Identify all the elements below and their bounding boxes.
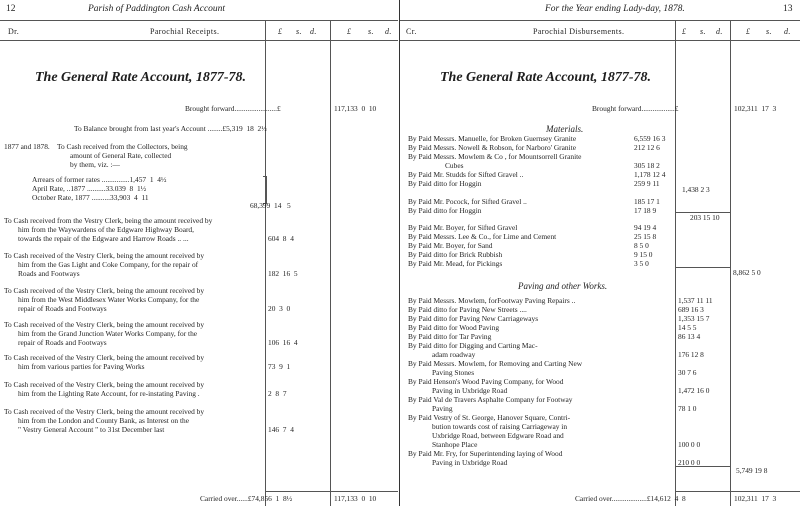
receipt-pounds: 604	[268, 234, 280, 243]
material-amount: 94 19 4	[634, 223, 657, 232]
paving-line: bution towards cost of raising Carriageway in	[432, 422, 568, 431]
material-amount: 305 18 2	[634, 161, 660, 170]
materials-total: 8,862 5 0	[733, 268, 761, 277]
paving-amount: 176 12 8	[678, 350, 704, 359]
receipt-amount	[268, 304, 290, 313]
receipt-pence: 1	[286, 362, 291, 371]
paving-amount: 14 5 5	[678, 323, 697, 332]
currency-head: £	[682, 27, 687, 36]
paving-amount: 1,472 16 0	[678, 386, 710, 395]
header-rule-bottom	[400, 40, 800, 41]
material-line: By Paid ditto for Hoggin	[408, 179, 482, 188]
collectors-brace	[263, 176, 267, 204]
receipt-pence: 4	[290, 234, 294, 243]
paving-line: By Paid Vestry of St. George, Hanover Square, Contri-	[408, 413, 571, 422]
currency-head: £	[746, 27, 751, 36]
paving-line: By Paid ditto for Tar Paving	[408, 332, 492, 341]
receipt-line: Roads and Footways	[18, 269, 80, 278]
page-number-left: 12	[6, 4, 16, 14]
material-amount: 3 5 0	[634, 259, 649, 268]
receipt-line: To Cash received of the Vestry Clerk, being the amount received by	[4, 251, 205, 260]
material-line: By Paid Messrs. Manuelle, for Broken Guernsey Granite	[408, 134, 577, 143]
carried-over-total: 117,133 0 10	[334, 494, 377, 503]
paving-amount: 30 7 6	[678, 368, 697, 377]
paving-line: By Paid Val de Travers Asphalte Company for Footway	[408, 395, 573, 404]
currency-head: d.	[310, 27, 317, 36]
material-amount: 1,178 12 4	[634, 170, 666, 179]
currency-head: s.	[296, 27, 302, 36]
paving-line: adam roadway	[432, 350, 476, 359]
collectors-line: amount of General Rate, collected	[70, 151, 172, 160]
currency-head: d.	[716, 27, 723, 36]
receipt-pence: 5	[293, 269, 298, 278]
material-amount: 259 9 11	[634, 179, 660, 188]
receipt-line: To Cash received from the Vestry Clerk, being the amount received by	[4, 216, 213, 225]
column-rule	[730, 20, 731, 506]
balance-label: To Balance brought from last year's Account ........£5,319 18 2½	[74, 124, 267, 133]
account-title-left: The General Rate Account, 1877-78.	[35, 70, 247, 85]
currency-head: £	[347, 27, 352, 36]
receipt-pounds: 106	[268, 338, 280, 347]
account-title-right: The General Rate Account, 1877-78.	[440, 70, 652, 85]
paving-line: By Paid Messrs. Mowlem, forFootway Paving Repairs ..	[408, 296, 576, 305]
carried-rule-right	[675, 491, 800, 492]
material-line: By Paid Messrs. Mowlem & Co , for Mountsorrell Granite	[408, 152, 582, 161]
receipt-amount	[268, 362, 290, 371]
paving-amount: 86 13 4	[678, 332, 701, 341]
header-rule-bottom	[0, 40, 398, 41]
material-line: By Paid ditto for Hoggin	[408, 206, 482, 215]
paving-line: By Paid Henson's Wood Paving Company, for Wood	[408, 377, 564, 386]
receipt-shillings: 8	[275, 389, 280, 398]
material-line: By Paid Mr. Studds for Sifted Gravel ..	[408, 170, 524, 179]
receipt-shillings: 3	[279, 304, 283, 313]
materials-subtotal-gravel: 1,438 2 3	[682, 185, 710, 194]
receipt-line: To Cash received of the Vestry Clerk, being the amount received by	[4, 320, 205, 329]
paving-line: Paving	[432, 404, 453, 413]
paving-amount: 78 1 0	[678, 404, 697, 413]
receipt-line: him from the London and County Bank, as Interest on the	[18, 416, 189, 425]
collectors-item: October Rate, 1877 ..........33,903 4 11	[32, 193, 149, 202]
receipt-pounds: 146	[268, 425, 280, 434]
collectors-item: April Rate, ..1877 ..........33.039 8 1½	[32, 184, 147, 193]
debit-label: Dr.	[8, 27, 20, 36]
receipt-pounds: 2	[268, 389, 272, 398]
paving-line: By Paid Messrs. Mowlem, for Removing and Carting New	[408, 359, 583, 368]
receipt-amount	[268, 338, 298, 347]
receipt-amount	[268, 425, 294, 434]
column-rule	[675, 20, 676, 506]
material-line: By Paid ditto for Brick Rubbish	[408, 250, 503, 259]
currency-head: s.	[766, 27, 772, 36]
subtotal-rule	[675, 466, 730, 467]
receipt-line: him from the Waywardens of the Edgware Highway Board,	[18, 225, 194, 234]
receipt-pounds: 182	[268, 269, 280, 278]
receipt-amount	[268, 234, 294, 243]
carried-over-label: Carried over......£74,856 1 8½	[200, 494, 293, 503]
page-number-right: 13	[783, 4, 793, 14]
collectors-years: 1877 and 1878.	[4, 142, 50, 151]
paving-line: By Paid ditto for Paving New Streets ....	[408, 305, 527, 314]
receipt-pence: 4	[293, 338, 298, 347]
receipt-pence: 7	[282, 389, 287, 398]
currency-head: s.	[368, 27, 374, 36]
material-line: By Paid Mr. Boyer, for Sifted Gravel	[408, 223, 518, 232]
receipt-line: towards the repair of the Edgware and Harrow Roads .. ...	[18, 234, 189, 243]
credit-label: Cr.	[406, 27, 417, 36]
receipt-pounds: 73	[268, 362, 276, 371]
column-rule	[330, 20, 331, 506]
collectors-line: To Cash received from the Collectors, being	[57, 142, 188, 151]
carried-rule-left	[265, 491, 398, 492]
paving-amount: 689 16 3	[678, 305, 704, 314]
material-amount: 8 5 0	[634, 241, 649, 250]
brought-forward-label: Brought forward.......................£	[185, 104, 281, 113]
collectors-total: 68,399 14 5	[250, 201, 291, 210]
paving-line: By Paid ditto for Wood Paving	[408, 323, 500, 332]
paving-amount: 1,537 11 11	[678, 296, 713, 305]
page-gutter	[399, 0, 400, 506]
material-amount: 9 15 0	[634, 250, 653, 259]
materials-subtotal-pocock: 203 15 10	[690, 213, 720, 222]
receipt-line: To Cash received of the Vestry Clerk, being the amount received by	[4, 353, 205, 362]
brought-forward-amount-right: 102,311 17 3	[734, 104, 777, 113]
header-rule-top	[0, 20, 398, 21]
material-amount: 185 17 1	[634, 197, 660, 206]
receipt-line: him from the Lighting Rate Account, for re-instating Paving .	[18, 389, 200, 398]
paving-total: 5,749 19 8	[736, 466, 768, 475]
receipt-shillings: 16	[282, 269, 291, 278]
column-title-receipts: Parochial Receipts.	[150, 27, 220, 36]
column-title-disbursements: Parochial Disbursements.	[533, 27, 625, 36]
collectors-item: Arrears of former rates ...............1,457 1 4½	[32, 175, 167, 184]
carried-over-total-right: 102,311 17 3	[734, 494, 777, 503]
receipt-shillings: 7	[282, 425, 287, 434]
material-line: By Paid Mr. Pocock, for Sifted Gravel ..	[408, 197, 527, 206]
currency-head: £	[278, 27, 283, 36]
receipt-line: repair of Roads and Footways	[18, 338, 107, 347]
receipt-line: " Vestry General Account " to 31st December last	[18, 425, 165, 434]
collectors-line: by them, viz. :—	[70, 160, 120, 169]
subtotal-rule	[675, 267, 730, 268]
receipt-line: To Cash received of the Vestry Clerk, being the amount received by	[4, 407, 205, 416]
materials-heading: Materials.	[546, 124, 584, 134]
paving-line: Paving in Uxbridge Road	[432, 386, 508, 395]
currency-head: d.	[784, 27, 791, 36]
receipt-line: him from the West Middlesex Water Works Company, for the	[18, 295, 200, 304]
receipt-line: To Cash received of the Vestry Clerk, being the amount received by	[4, 380, 205, 389]
running-head-right: For the Year ending Lady-day, 1878.	[545, 4, 685, 14]
receipt-pence: 0	[286, 304, 291, 313]
material-amount: 17 18 9	[634, 206, 657, 215]
receipt-line: To Cash received of the Vestry Clerk, being the amount received by	[4, 286, 205, 295]
material-amount: 6,559 16 3	[634, 134, 666, 143]
material-line: By Paid Mr. Boyer, for Sand	[408, 241, 493, 250]
receipt-shillings: 9	[279, 362, 283, 371]
column-rule	[265, 20, 266, 506]
paving-line: By Paid Mr. Fry, for Superintending laying of Wood	[408, 449, 563, 458]
paving-line: Paving Stones	[432, 368, 475, 377]
paving-amount: 210 0 0	[678, 458, 701, 467]
brought-forward-amount: 117,133 0 10	[334, 104, 377, 113]
receipt-shillings: 16	[282, 338, 291, 347]
receipt-shillings: 8	[282, 234, 287, 243]
paving-line: Uxbridge Road, between Edgware Road and	[432, 431, 564, 440]
paving-amount: 1,353 15 7	[678, 314, 710, 323]
receipt-line: repair of Roads and Footways	[18, 304, 107, 313]
material-line: By Paid Mr. Mead, for Pickings	[408, 259, 503, 268]
paving-heading: Paving and other Works.	[518, 281, 608, 291]
receipt-line: him from various parties for Paving Works	[18, 362, 145, 371]
currency-head: s.	[700, 27, 706, 36]
paving-line: By Paid ditto for Digging and Carting Mac-	[408, 341, 538, 350]
receipt-pence: 4	[290, 425, 294, 434]
currency-head: d.	[385, 27, 392, 36]
material-amount: 212 12 6	[634, 143, 660, 152]
receipt-line: him from the Grand Junction Water Works Company, for the	[18, 329, 198, 338]
receipt-line: him from the Gas Light and Coke Company, for the repair of	[18, 260, 199, 269]
paving-amount: 100 0 0	[678, 440, 701, 449]
brought-forward-label-right: Brought forward..................£	[592, 104, 679, 113]
material-line: By Paid Messrs. Lee & Co., for Lime and Cement	[408, 232, 557, 241]
receipt-pounds: 20	[268, 304, 276, 313]
receipt-amount	[268, 269, 298, 278]
paving-line: Paving in Uxbridge Road	[432, 458, 508, 467]
header-rule-top	[400, 20, 800, 21]
paving-line: By Paid ditto for Paving New Carriageways	[408, 314, 539, 323]
running-head-left: Parish of Paddington Cash Account	[88, 4, 226, 14]
material-line: By Paid Messrs. Nowell & Robson, for Narboro' Granite	[408, 143, 577, 152]
paving-line: Stanhope Place	[432, 440, 478, 449]
carried-over-label-right: Carried over...................£14,612 4 8	[575, 494, 686, 503]
material-line: Cubes	[445, 161, 464, 170]
receipt-amount	[268, 389, 287, 398]
material-amount: 25 15 8	[634, 232, 657, 241]
